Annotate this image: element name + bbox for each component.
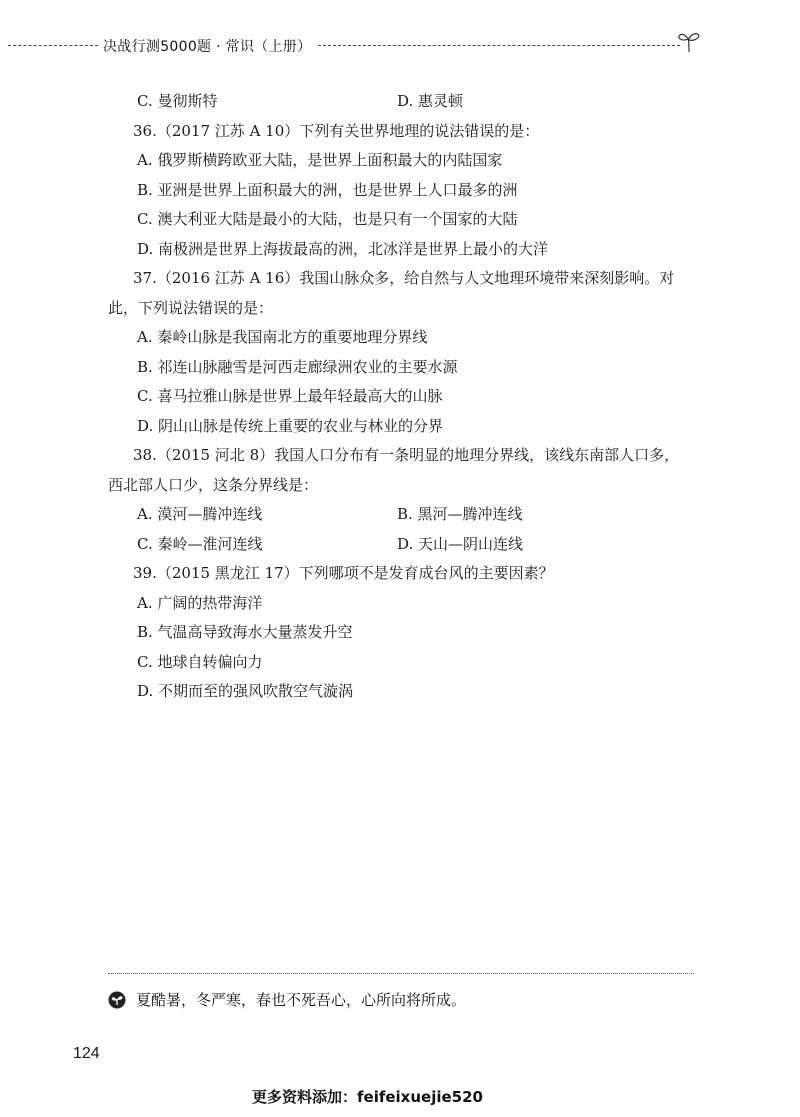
option-text: D. 阴山山脉是传统上重要的农业与林业的分界 [137, 417, 444, 435]
option-text: A. 俄罗斯横跨欧亚大陆，是世界上面积最大的内陆国家 [137, 151, 503, 169]
option-text: C. 秦岭—淮河连线 [137, 535, 263, 553]
option-text: D. 南极洲是世界上海拔最高的洲，北冰洋是世界上最小的大洋 [137, 240, 549, 258]
option-text: C. 喜马拉雅山脉是世界上最年轻最高大的山脉 [137, 387, 443, 405]
book-title: 决战行测5000题 · 常识（上册） [103, 39, 312, 55]
question-stem: 39.（2015 黑龙江 17）下列哪项不是发育成台风的主要因素？ [133, 564, 554, 582]
option-text: D. 惠灵顿 [397, 92, 464, 110]
option-text: B. 祁连山脉融雪是河西走廊绿洲农业的主要水源 [137, 358, 458, 376]
option-text: D. 不期而至的强风吹散空气漩涡 [137, 682, 354, 700]
option-text: B. 亚洲是世界上面积最大的洲，也是世界上人口最多的洲 [137, 181, 518, 199]
question-stem: 38.（2015 河北 8）我国人口分布有一条明显的地理分界线，该线东南部人口多， [133, 446, 680, 464]
header-rule-left [8, 45, 98, 46]
leaf-icon [108, 991, 126, 1009]
running-header [0, 34, 800, 58]
question-stem-continued: 西北部人口少，这条分界线是： [108, 476, 319, 494]
option-text: A. 广阔的热带海洋 [137, 594, 263, 612]
question-stem: 37.（2016 江苏 A 16）我国山脉众多，给自然与人文地理环境带来深刻影响。对 [133, 269, 675, 287]
option-text: A. 秦岭山脉是我国南北方的重要地理分界线 [137, 328, 428, 346]
option-text: D. 天山—阴山连线 [397, 535, 524, 553]
footer-divider [108, 973, 694, 974]
question-stem-continued: 此，下列说法错误的是： [108, 299, 274, 317]
option-text: C. 澳大利亚大陆是最小的大陆，也是只有一个国家的大陆 [137, 210, 518, 228]
question-stem: 36.（2017 江苏 A 10）下列有关世界地理的说法错误的是： [133, 122, 540, 140]
option-text: B. 气温高导致海水大量蒸发升空 [137, 623, 353, 641]
option-text: C. 地球自转偏向力 [137, 653, 263, 671]
contact-watermark: 更多资料添加：feifeixuejie520 [252, 1088, 483, 1106]
option-text: B. 黑河—腾冲连线 [397, 505, 523, 523]
sprout-icon [676, 28, 702, 54]
page-number: 124 [73, 1045, 100, 1062]
header-rule-right [318, 45, 680, 46]
option-text: A. 漠河—腾冲连线 [137, 505, 263, 523]
option-text: C. 曼彻斯特 [137, 92, 218, 110]
motto-text: 夏酷暑，冬严寒，春也不死吾心，心所向将所成。 [136, 991, 467, 1009]
